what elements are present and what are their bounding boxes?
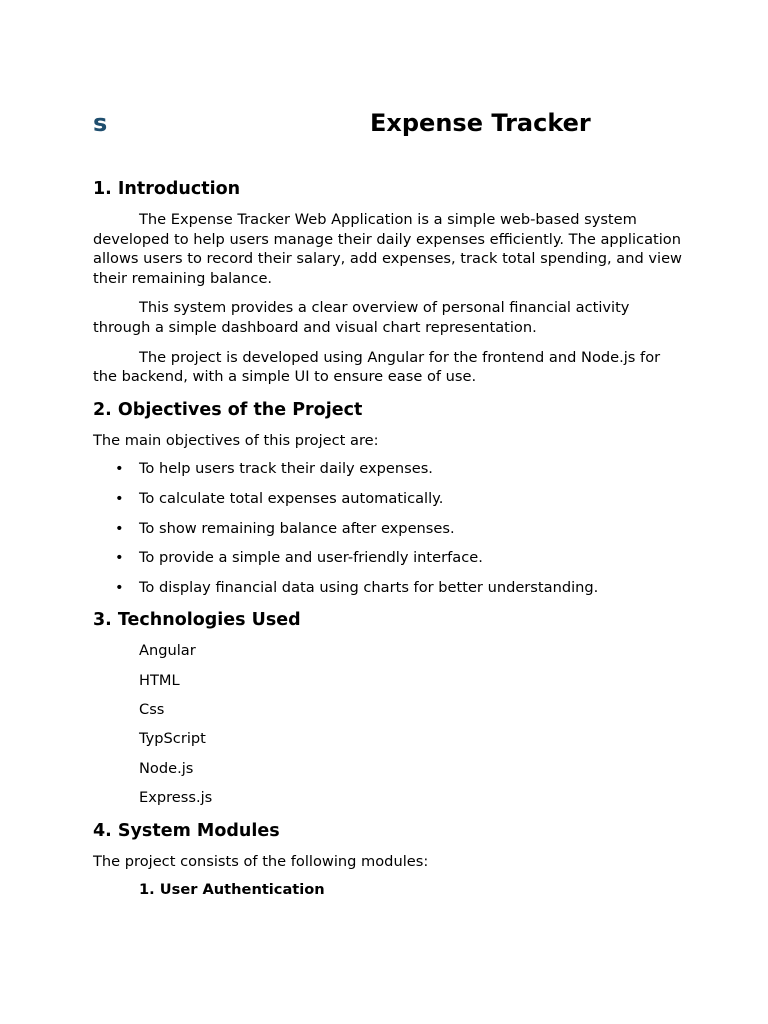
- list-item: [93, 548, 683, 568]
- section-heading-objectives: 2. Objectives of the Project: [93, 399, 363, 420]
- bullet-icon: •: [115, 460, 124, 478]
- list-item: Css: [139, 701, 165, 719]
- objective-text: To help users track their daily expenses.: [139, 460, 433, 478]
- objective-text: To provide a simple and user-friendly interface.: [139, 549, 483, 567]
- objectives-list: [93, 459, 683, 597]
- list-item: [93, 459, 683, 479]
- section-heading-technologies: 3. Technologies Used: [93, 610, 301, 631]
- list-item: [93, 519, 683, 539]
- bullet-icon: •: [115, 519, 124, 537]
- section-modules: [93, 818, 683, 900]
- bullet-icon: •: [115, 578, 124, 596]
- section-introduction: [93, 176, 683, 387]
- list-item: Angular: [139, 642, 196, 660]
- document-body: [93, 176, 683, 900]
- list-item: [93, 578, 683, 598]
- objective-text: To calculate total expenses automatically.: [139, 489, 444, 507]
- list-item: [93, 489, 683, 509]
- section-heading-introduction: 1. Introduction: [93, 179, 241, 199]
- section-technologies: [93, 607, 683, 808]
- objectives-lead: The main objectives of this project are:: [93, 431, 379, 449]
- document-title: Expense Tracker: [370, 109, 591, 137]
- modules-lead: The project consists of the following modules:: [93, 852, 429, 870]
- bullet-icon: •: [115, 489, 124, 507]
- list-item: TypScript: [139, 730, 206, 748]
- intro-paragraph-2: This system provides a clear overview of personal financial activity through a simple dashboard and visual chart representation.: [93, 299, 630, 336]
- list-item: Node.js: [139, 759, 194, 777]
- objective-text: To display financial data using charts for better understanding.: [139, 578, 599, 596]
- list-item: HTML: [139, 671, 180, 689]
- module-user-authentication: 1. User Authentication: [139, 881, 325, 899]
- objective-text: To show remaining balance after expenses.: [139, 519, 455, 537]
- intro-paragraph-1: The Expense Tracker Web Application is a simple web-based system developed to help users manage their daily expenses efficiently. The application allows users to record their salary, add expenses, track total spending, and view their remaining balance.: [93, 211, 682, 287]
- section-heading-modules: 4. System Modules: [93, 820, 280, 841]
- bullet-icon: •: [115, 549, 124, 567]
- intro-paragraph-3: The project is developed using Angular for the frontend and Node.js for the backend, with a simple UI to ensure ease of use.: [93, 348, 661, 386]
- section-objectives: [93, 397, 683, 598]
- list-item: Express.js: [139, 789, 213, 807]
- technologies-list: [93, 641, 683, 808]
- header-mark: s: [93, 109, 108, 137]
